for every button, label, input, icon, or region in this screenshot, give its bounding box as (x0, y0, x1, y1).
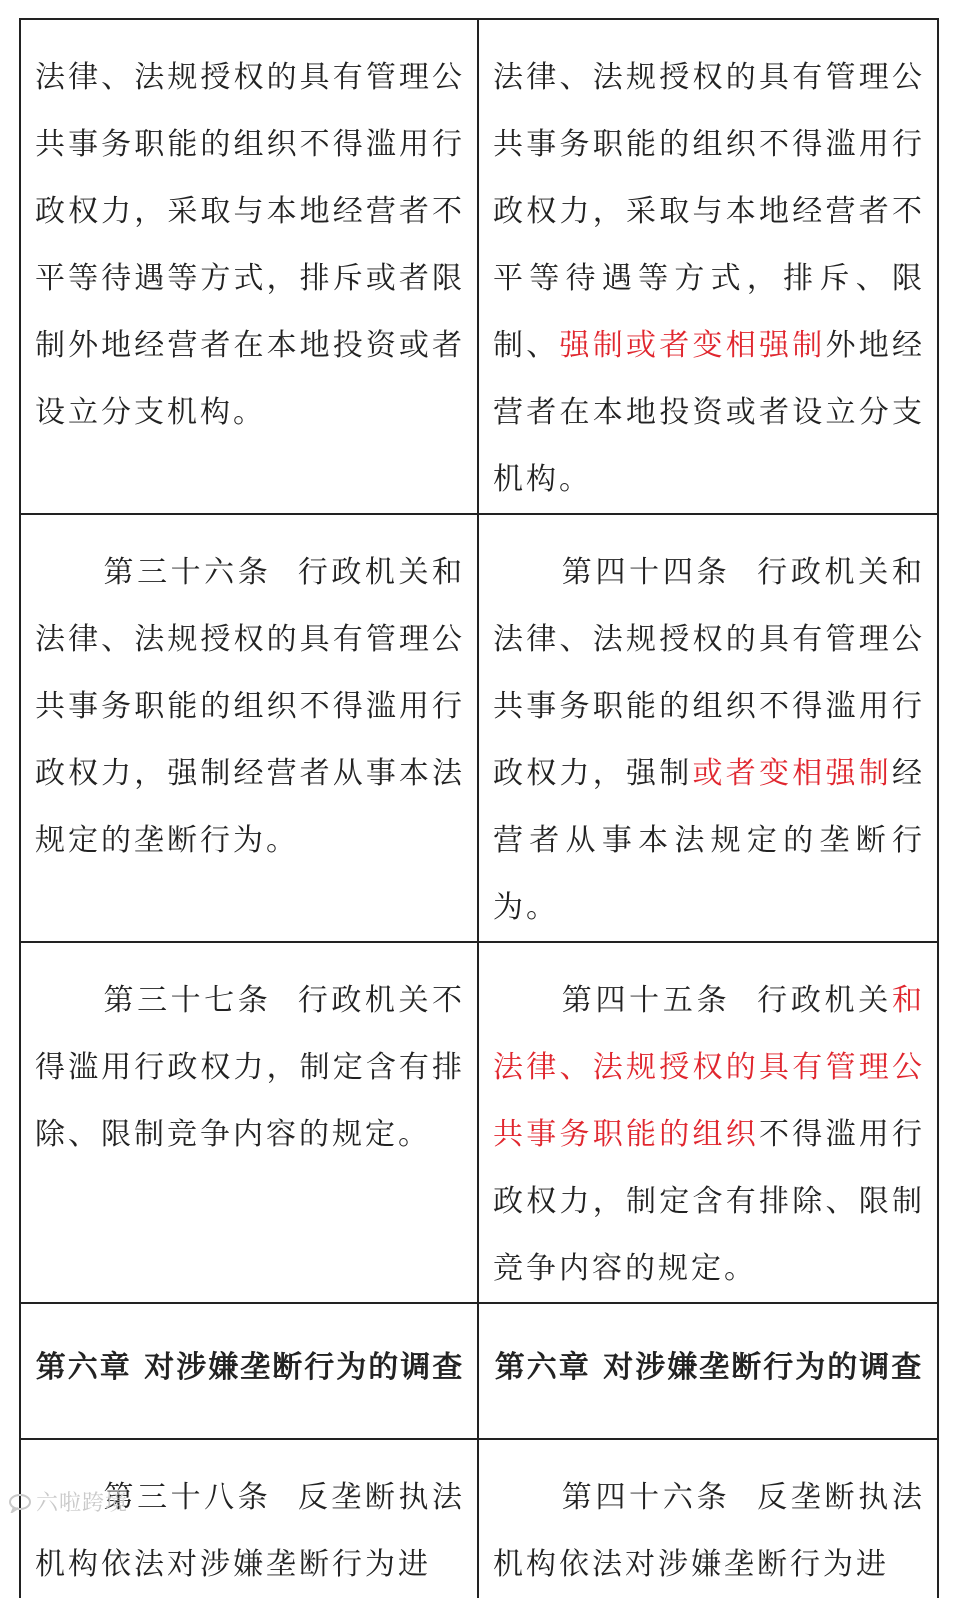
new-text-cell (478, 19, 938, 514)
old-text-cell (20, 942, 478, 1303)
amended-text: 强制或者变相强制 (559, 328, 826, 363)
clause-text: 行政机关 (756, 983, 893, 1018)
old-text-cell (20, 19, 478, 514)
new-text-cell (478, 1439, 938, 1598)
table-row (20, 942, 938, 1303)
amended-text: 和法律、法规授权的具有管理公共事务职能的组织 (493, 983, 926, 1152)
article-number: 第三十六条 (103, 555, 272, 590)
chapter-heading-new: 第六章 对涉嫌垄断行为的调查 (478, 1303, 938, 1439)
clause-text: 行政机关不得滥用行政权力，制定含有排除、限制竞争内容的规定。 (35, 983, 466, 1152)
clause-text: 行政机关和法律、法规授权的具有管理公共事务职能的组织不得滥用行政权力，强制 (493, 555, 926, 791)
article-number: 第三十八条 (103, 1480, 272, 1515)
table-row (20, 1439, 938, 1598)
old-text-cell (20, 514, 478, 942)
clause-text: 经营者从事本法规定的垄断行为。 (493, 756, 925, 925)
clause-text: 反垄断执法机构依法对涉嫌垄断行为进 (35, 1480, 466, 1582)
article-number: 第四十四条 (561, 555, 731, 590)
clause-text: 反垄断执法机构依法对涉嫌垄断行为进 (493, 1480, 926, 1582)
watermark (8, 1486, 128, 1517)
article-number: 第四十六条 (561, 1480, 731, 1515)
clause-text: 行政机关和法律、法规授权的具有管理公共事务职能的组织不得滥用行政权力，强制经营者从事本法规定的垄断行为。 (35, 555, 466, 858)
table-row (20, 514, 938, 942)
clause-text: 法律、法规授权的具有管理公共事务职能的组织不得滥用行政权力，采取与本地经营者不平等待遇等方式，排斥、限制、 (493, 60, 925, 363)
chapter-heading-old: 第六章 对涉嫌垄断行为的调查 (20, 1303, 478, 1439)
comparison-table (19, 18, 939, 1598)
table-row (20, 19, 938, 514)
article-number: 第四十五条 (561, 983, 731, 1018)
chat-bubble-logo-icon (8, 1493, 32, 1513)
table-row (20, 1303, 938, 1439)
watermark-text: 六啦跨境 (36, 1491, 129, 1516)
new-text-cell (478, 942, 938, 1303)
article-number: 第三十七条 (103, 983, 272, 1018)
old-text-cell (20, 1439, 478, 1598)
new-text-cell (478, 514, 938, 942)
clause-text: 外地经营者在本地投资或者设立分支机构。 (493, 328, 925, 497)
clause-text: 不得滥用行政权力，制定含有排除、限制竞争内容的规定。 (493, 1117, 925, 1286)
amended-text: 或者变相强制 (692, 756, 892, 791)
clause-text: 法律、法规授权的具有管理公共事务职能的组织不得滥用行政权力，采取与本地经营者不平等待遇等方式，排斥或者限制外地经营者在本地投资或者设立分支机构。 (35, 60, 465, 430)
